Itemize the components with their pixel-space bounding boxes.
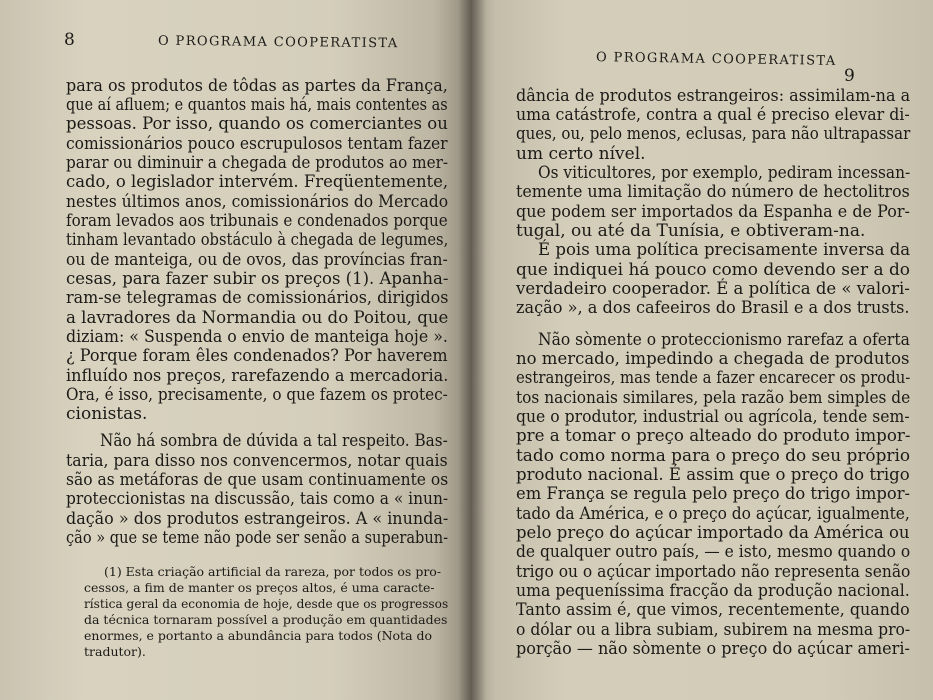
text-line: pessoas. Por isso, quando os comerciantes ou	[66, 114, 448, 134]
page-number: 9	[844, 66, 855, 86]
text-line: trigo ou o açúcar importado não representa senão	[516, 562, 911, 582]
text-line: a lavradores da Normandia ou do Poitou, que	[66, 308, 449, 328]
text-line: Ora, é isso, precisamente, o que fazem os protec-	[66, 385, 448, 405]
text-line: influído nos preços, rarefazendo a mercadoria.	[66, 366, 449, 386]
text-line: dância de produtos estrangeiros: assimilam-na a	[516, 86, 911, 106]
text-line: que indiquei há pouco como devendo ser a do	[516, 260, 911, 280]
text-line: cado, o legislador intervém. Freqüentemente,	[66, 172, 449, 192]
text-line: Tanto assim é, que vimos, recentemente, quando	[516, 600, 910, 620]
footnote-line: da técnica tornaram possível a produção em quantidades	[84, 612, 448, 627]
text-line: tugal, ou até da Tunísia, e obtiveram-na.	[516, 221, 866, 241]
text-line: comissionários pouco escrupulosos tentam fazer	[66, 134, 448, 154]
text-line: pre a tomar o preço alteado do produto impor-	[516, 426, 911, 446]
text-line: ção » que se teme não pode ser senão a superabun-	[66, 528, 449, 548]
text-line: que aí afluem; e quantos mais há, mais contentes as	[66, 95, 448, 115]
right-page	[472, 0, 933, 700]
page-number: 8	[64, 30, 75, 50]
text-line: tado da América, e o preço do açúcar, igualmente,	[516, 504, 910, 524]
text-line: Não sòmente o proteccionismo rarefaz a oferta	[538, 330, 910, 350]
text-line: ques, ou, pelo menos, eclusas, para não ultrapassar	[516, 124, 911, 144]
footnote-line: rística geral da economia de hoje, desde que os progressos	[84, 596, 449, 611]
text-line: zação », a dos cafeeiros do Brasil e a dos trusts.	[516, 298, 910, 318]
text-line: dação » dos produtos estrangeiros. A « inunda-	[66, 509, 449, 529]
text-line: porção — não sòmente o preço do açúcar ameri-	[516, 639, 910, 659]
text-line: Não há sombra de dúvida a tal respeito. Bas-	[100, 431, 448, 451]
text-line: foram levados aos tribunais e condenados porque	[66, 211, 448, 231]
footnote-line: enormes, e portanto a abundância para todos (Nota do	[84, 628, 433, 643]
running-head: O PROGRAMA COOPERATISTA	[157, 33, 399, 52]
text-line: parar ou diminuir a chegada de produtos ao mer-	[66, 153, 449, 173]
text-line: cionistas.	[66, 404, 148, 424]
text-line: temente uma limitação do número de hectolitros	[516, 182, 910, 202]
text-line: tado como norma para o preço do seu próprio	[516, 446, 911, 466]
text-line: estrangeiros, mas tende a fazer encarecer os produ-	[516, 368, 911, 388]
text-line: Os viticultores, por exemplo, pediram incessan-	[538, 163, 911, 183]
book-gutter	[458, 0, 486, 700]
text-line: taria, para disso nos convencermos, notar quais	[66, 451, 448, 471]
text-line: produto nacional. É assim que o preço do trigo	[516, 465, 910, 485]
text-line: ram-se telegramas de comissionários, dirigidos	[66, 288, 449, 308]
text-line: o dólar ou a libra subiam, subirem na mesma pro-	[516, 620, 911, 640]
text-line: pelo preço do açúcar importado da América ou	[516, 523, 910, 543]
text-line: uma catástrofe, contra a qual é preciso elevar di-	[516, 105, 910, 125]
text-line: no mercado, impedindo a chegada de produtos	[516, 349, 910, 369]
text-line: tinham levantado obstáculo à chegada de legumes,	[66, 230, 449, 250]
text-line: ou de manteiga, ou de ovos, das províncias fran-	[66, 250, 448, 270]
text-line: para os produtos de tôdas as partes da França,	[66, 76, 448, 96]
footnote-line: tradutor).	[84, 644, 146, 659]
text-line: cesas, para fazer subir os preços (1). Apanha-	[66, 269, 449, 289]
text-line: verdadeiro cooperador. É a política de « valori-	[516, 279, 910, 299]
running-head: O PROGRAMA COOPERATISTA	[595, 50, 837, 69]
text-line: em França se regula pelo preço do trigo impor-	[516, 484, 911, 504]
text-line: que o produtor, industrial ou agrícola, tende sem-	[516, 407, 910, 427]
text-line: um certo nível.	[516, 144, 646, 164]
footnote-line: (1) Esta criação artificial da rareza, por todos os pro-	[104, 564, 442, 579]
text-line: diziam: « Suspenda o envio de manteiga hoje ».	[66, 327, 448, 347]
text-line: que podem ser importados da Espanha e de Por-	[516, 202, 910, 222]
text-line: de qualquer outro país, — e isto, mesmo quando o	[516, 542, 911, 562]
footnote-line: cessos, a fim de manter os preços altos, é uma caracte-	[84, 580, 435, 595]
text-line: uma pequeníssima fracção da produção nacional.	[516, 581, 910, 601]
text-line: são as metáforas de que usam continuamente os	[66, 470, 449, 490]
text-line: nestes últimos anos, comissionários do Mercado	[66, 192, 449, 212]
text-line: É pois uma política precisamente inversa da	[538, 240, 911, 260]
text-line: tos nacionais similares, pela razão bem simples de	[516, 388, 911, 408]
text-line: ¿ Porque foram êles condenados? Por haverem	[66, 346, 448, 366]
text-line: proteccionistas na discussão, tais como a « inun-	[66, 489, 449, 509]
